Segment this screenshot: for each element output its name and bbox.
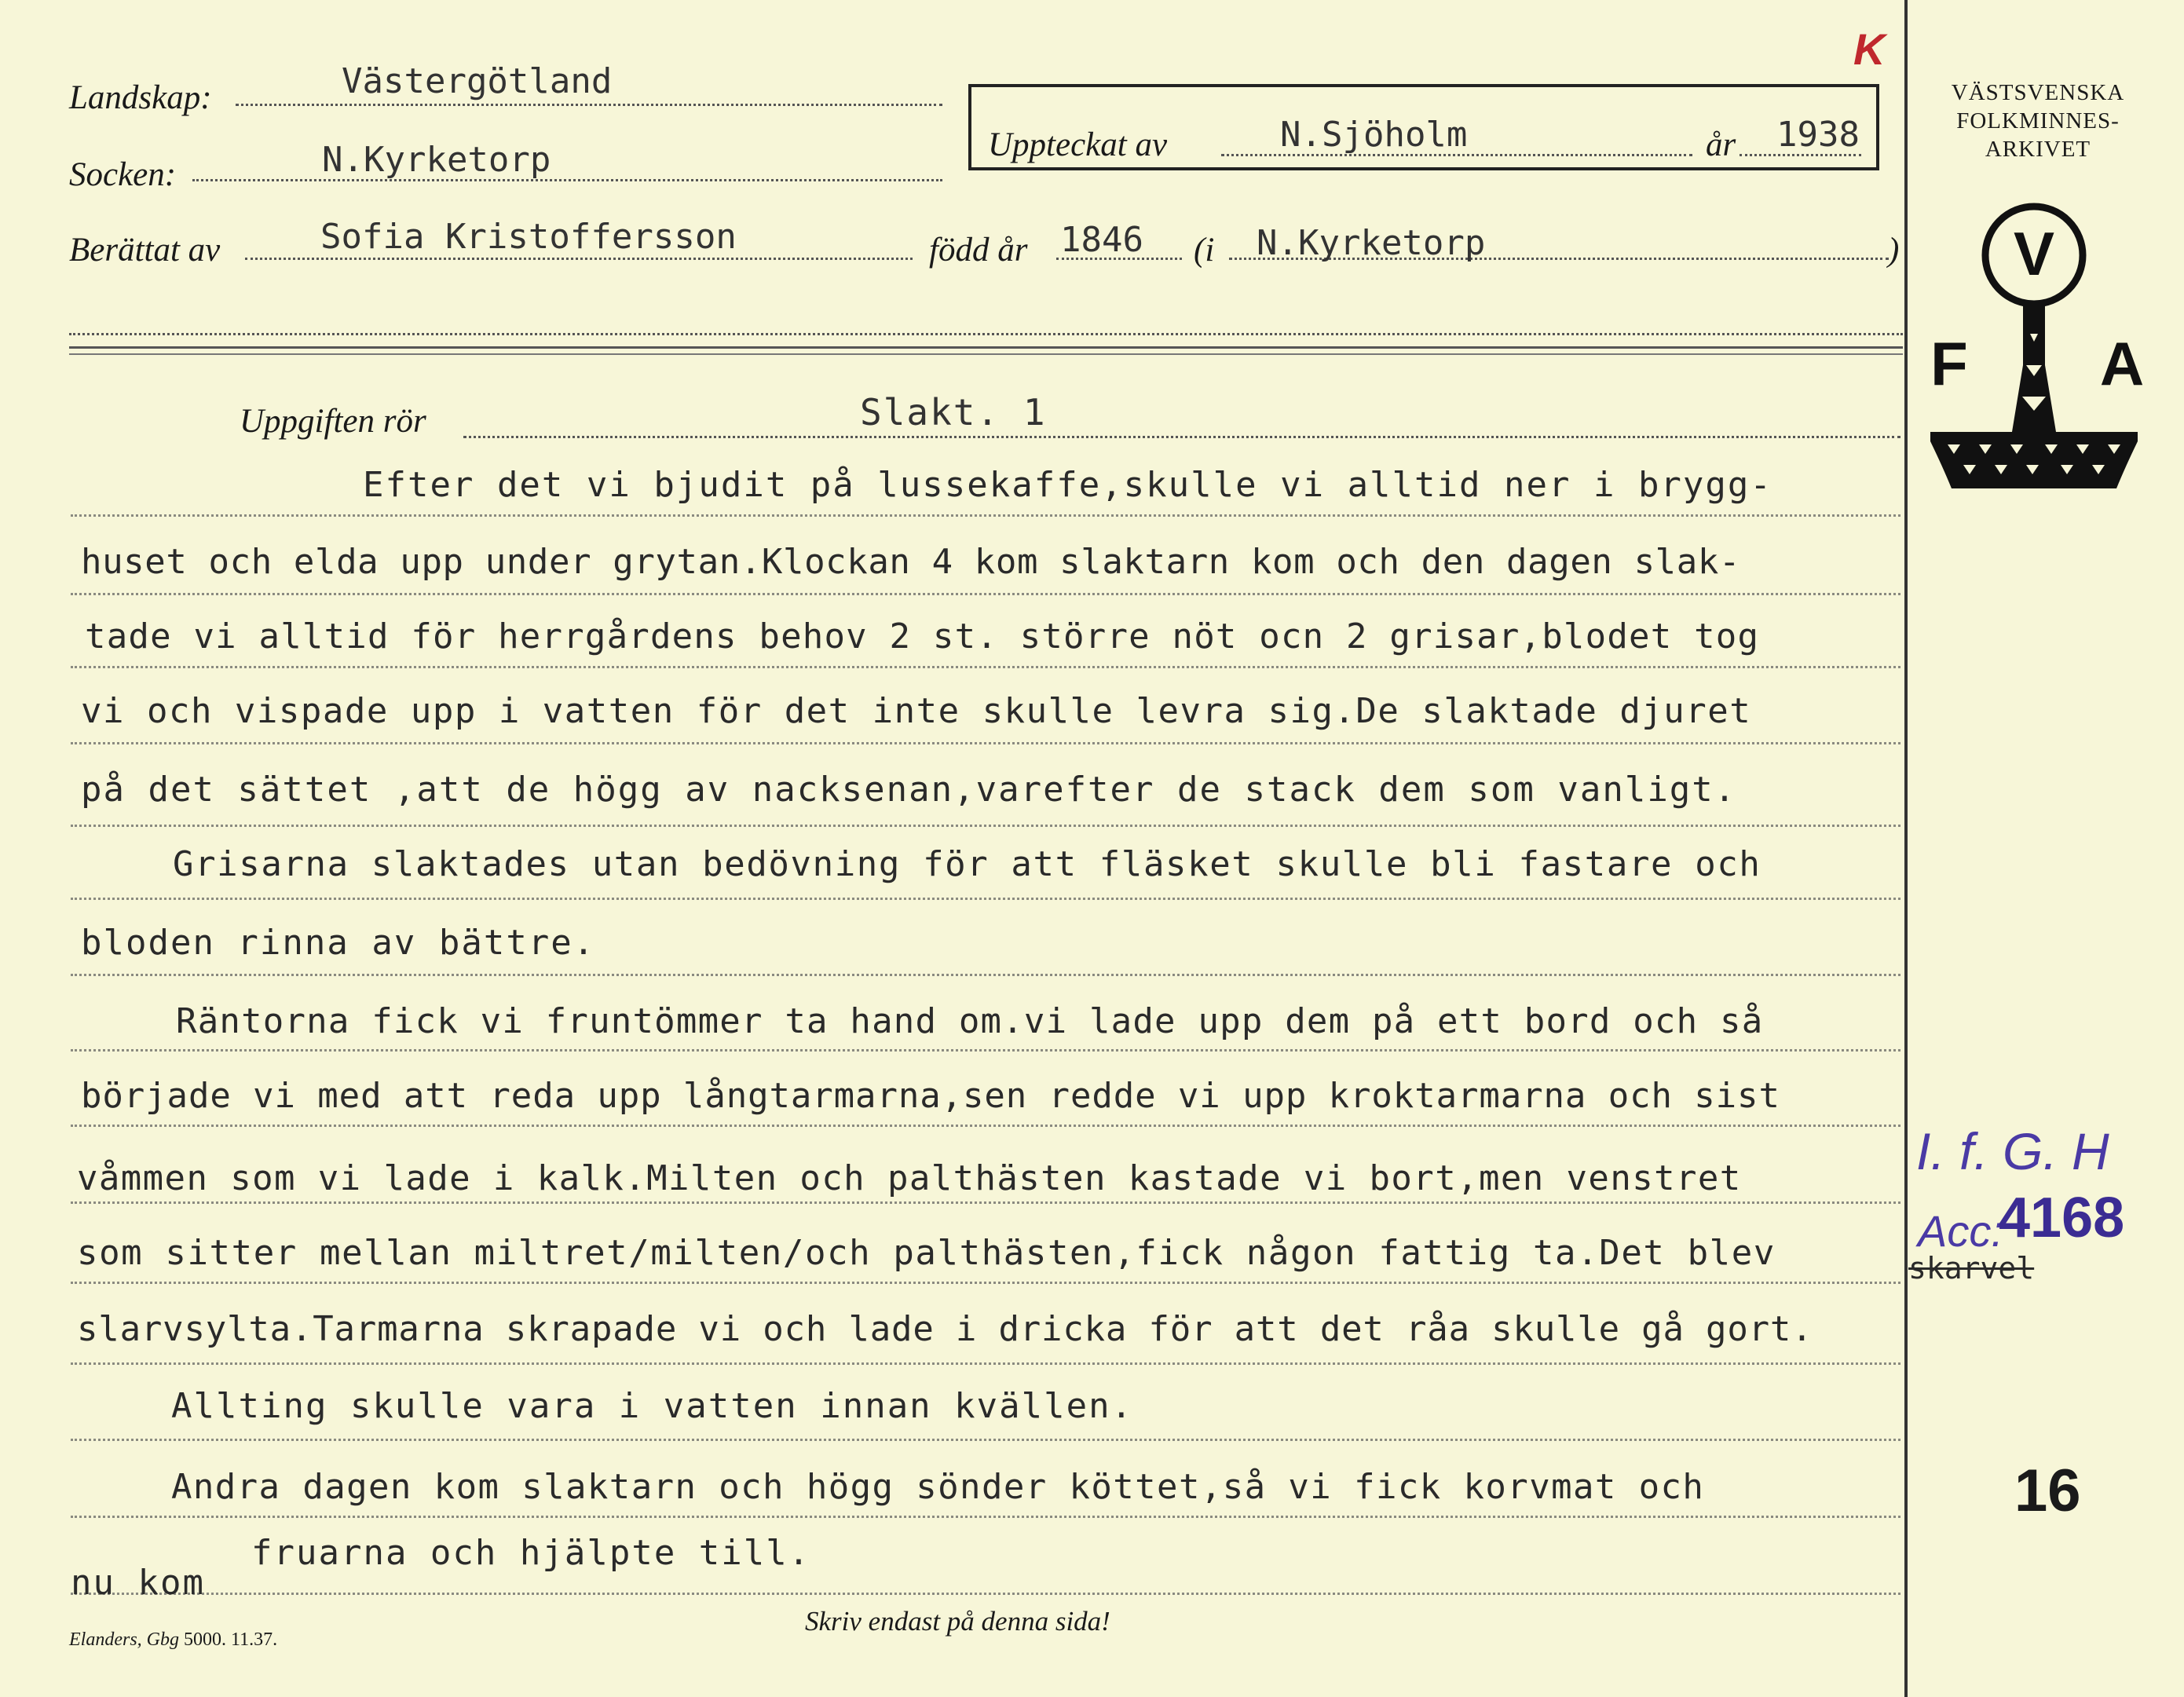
body-line-7: bloden rinna av bättre. bbox=[81, 923, 596, 963]
logo-letter-v: V bbox=[2013, 219, 2055, 288]
body-line-13: Allting skulle vara i vatten innan kvällen. bbox=[171, 1386, 1134, 1426]
logo-letter-a: A bbox=[2099, 329, 2145, 398]
socken-dotted-line bbox=[192, 179, 942, 181]
ruled-line bbox=[71, 514, 1900, 517]
body-line-3: tade vi alltid för herrgårdens behov 2 st. större nöt ocn 2 grisar,blodet tog bbox=[85, 616, 1760, 656]
printer-name: Elanders, Gbg bbox=[69, 1629, 179, 1650]
body-line-9: började vi med att reda upp långtarmarna,sen redde vi upp kroktarmarna och sist bbox=[81, 1076, 1780, 1116]
body-line-10: våmmen som vi lade i kalk.Milten och palthästen kastade vi bort,men venstret bbox=[77, 1158, 1742, 1198]
fodd-value: 1846 bbox=[1060, 220, 1143, 260]
footer-instruction: Skriv endast på denna sida! bbox=[805, 1606, 1110, 1637]
body-line-14: Andra dagen kom slaktarn och högg sönder köttet,så vi fick korvmat och bbox=[171, 1467, 1705, 1507]
header-separator-solid-2 bbox=[69, 353, 1903, 355]
body-line-6: Grisarna slaktades utan bedövning för att fläsket skulle bli fastare och bbox=[173, 844, 1761, 884]
struck-word: skarvel bbox=[1908, 1251, 2035, 1286]
uppteckat-value: N.Sjöholm bbox=[1280, 115, 1468, 155]
ruled-line bbox=[71, 1593, 1900, 1595]
archive-name-line-3: ARKIVET bbox=[1985, 137, 2091, 162]
ruled-line bbox=[71, 1439, 1900, 1441]
printer-code: 5000. 11.37. bbox=[184, 1629, 278, 1650]
archive-column-rule bbox=[1904, 0, 1908, 1697]
ruled-line bbox=[71, 1049, 1900, 1051]
page-number: 16 bbox=[2014, 1457, 2081, 1524]
ruled-line bbox=[71, 974, 1900, 976]
ruled-line bbox=[71, 898, 1900, 900]
berattat-value: Sofia Kristoffersson bbox=[320, 217, 737, 257]
body-line-15: fruarna och hjälpte till. bbox=[251, 1533, 811, 1573]
body-line-12: slarvsylta.Tarmarna skrapade vi och lade i dricka för att det råa skulle gå gort. bbox=[77, 1309, 1813, 1349]
body-line-5: på det sättet ,att de högg av nacksenan,varefter de stack dem som vanligt. bbox=[81, 770, 1737, 810]
archive-name-line-1: VÄSTSVENSKA bbox=[1951, 80, 2125, 105]
body-line-8: Räntorna fick vi fruntömmer ta hand om.vi lade upp dem på ett bord och så bbox=[176, 1001, 1764, 1041]
subject-value: Slakt. 1 bbox=[860, 391, 1047, 433]
body-line-4: vi och vispade upp i vatten för det inte skulle levra sig.De slaktade djuret bbox=[81, 691, 1752, 731]
red-pencil-mark: K bbox=[1853, 24, 1886, 74]
ruled-line bbox=[71, 1362, 1900, 1365]
ruled-line bbox=[71, 1282, 1900, 1284]
landskap-label: Landskap: bbox=[69, 79, 212, 116]
socken-value: N.Kyrketorp bbox=[322, 140, 551, 180]
archive-name-line-2: FOLKMINNES- bbox=[1956, 108, 2120, 133]
acc-label: Acc: bbox=[1918, 1206, 2003, 1256]
ar-label: år bbox=[1706, 126, 1736, 163]
ruled-line bbox=[71, 1125, 1900, 1127]
header-separator-solid-1 bbox=[69, 346, 1903, 349]
ruled-line bbox=[71, 666, 1900, 668]
berattat-label: Berättat av bbox=[69, 232, 221, 269]
subject-label: Uppgiften rör bbox=[240, 403, 426, 440]
vfa-hammer-logo-icon bbox=[1916, 196, 2152, 503]
body-line-11: som sitter mellan miltret/milten/och palthästen,fick någon fattig ta.Det blev bbox=[77, 1233, 1776, 1273]
uppteckat-label: Uppteckat av bbox=[988, 126, 1168, 163]
ruled-line bbox=[71, 593, 1900, 595]
acc-number: 4168 bbox=[1999, 1187, 2125, 1249]
ruled-line bbox=[71, 1516, 1900, 1518]
fodd-label: född år bbox=[929, 232, 1028, 269]
landskap-dotted-line bbox=[236, 104, 942, 106]
ifgh-note: I. f. G. H bbox=[1916, 1122, 2109, 1180]
ort-value: N.Kyrketorp bbox=[1257, 223, 1486, 263]
header-separator-dotted bbox=[69, 333, 1903, 335]
body-line-1: Efter det vi bjudit på lussekaffe,skulle vi alltid ner i brygg- bbox=[363, 465, 1772, 505]
printer-imprint bbox=[69, 1629, 277, 1651]
archive-name bbox=[1908, 79, 2168, 163]
ruled-line bbox=[71, 742, 1900, 744]
berattat-dotted-line bbox=[245, 258, 913, 260]
i-open-label: (i bbox=[1194, 232, 1215, 269]
socken-label: Socken: bbox=[69, 156, 177, 193]
logo-letter-f: F bbox=[1930, 329, 1968, 398]
margin-insert: nu kom bbox=[71, 1563, 205, 1603]
ruled-line bbox=[71, 825, 1900, 827]
landskap-value: Västergötland bbox=[342, 61, 613, 101]
subject-dotted-line bbox=[463, 436, 1900, 438]
body-line-2: huset och elda upp under grytan.Klockan 4 kom slaktarn kom och den dagen slak- bbox=[81, 542, 1741, 582]
ar-value: 1938 bbox=[1776, 115, 1860, 155]
ruled-line bbox=[71, 1201, 1900, 1204]
i-close-label: ) bbox=[1888, 232, 1900, 269]
